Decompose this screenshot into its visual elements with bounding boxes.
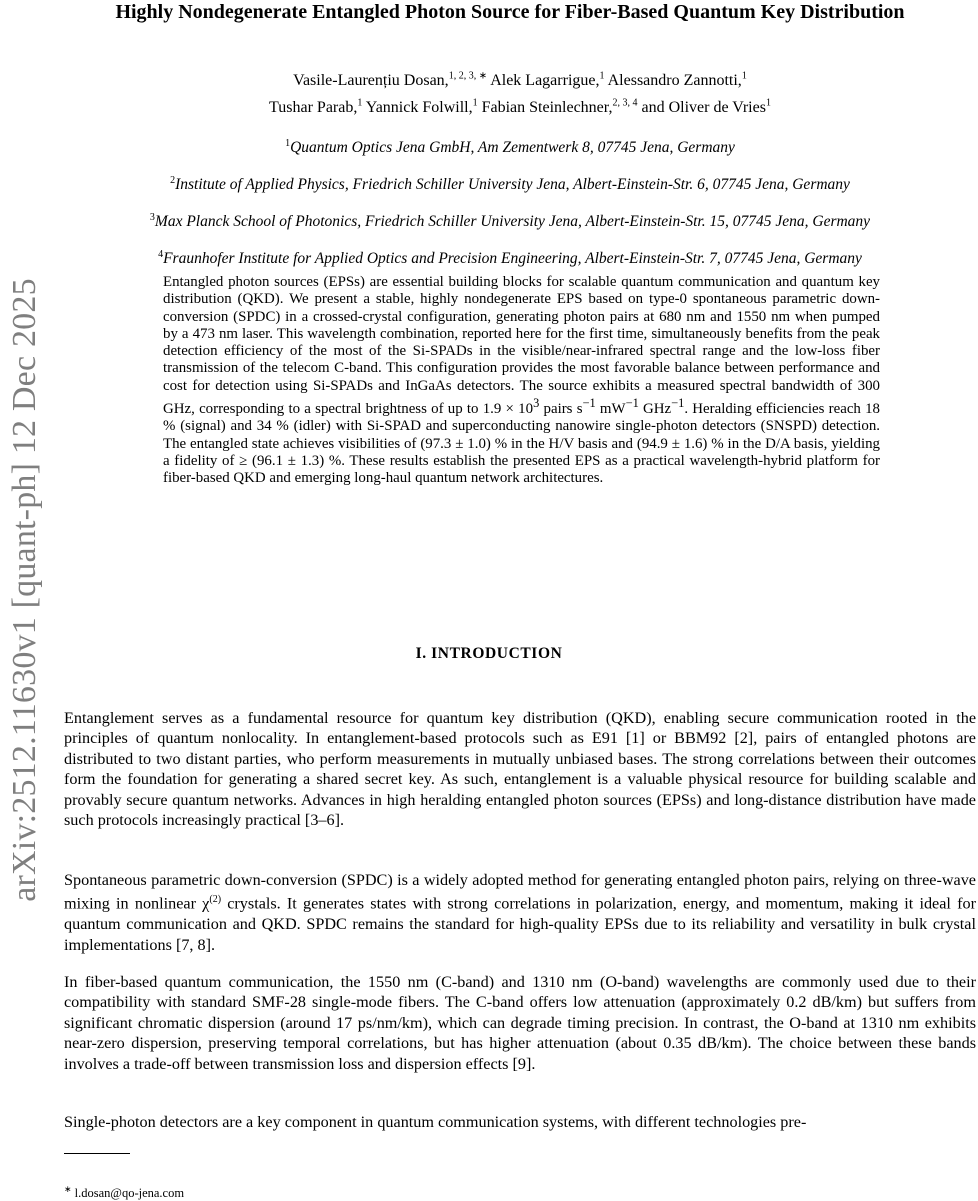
paper-title: Highly Nondegenerate Entangled Photon Source for Fiber-Based Quantum Key Distribution [115, 1, 905, 23]
author-line-1 [160, 66, 880, 92]
author: Vasile-Laurențiu Dosan,$^{1, 2, 3, ∗}$ [293, 71, 488, 90]
affiliation-1: $^1$Quantum Optics Jena GmbH, Am Zementwerk 8, 07745 Jena, Germany [285, 138, 735, 157]
section-heading-introduction: I. INTRODUCTION [415, 645, 563, 662]
intro-paragraph-2: Spontaneous parametric down-conversion (SPDC) is a widely adopted method for generating entangled photon pairs, relying on three-wave mixing in nonlinear $\chi^{(2)}$ crystals. It generates states with strong correlations in polarization, energy, and momentum, making it ideal for quantum communication and QKD. SPDC remains the standard for high-quality EPSs due to its reliability and versatility in bulk crystal implementations [7, 8]. [64, 871, 976, 954]
author: Alessandro Zannotti,$^1$ [607, 71, 747, 90]
intro-paragraph-3: In fiber-based quantum communication, the 1550 nm (C-band) and 1310 nm (O-band) wavelengths are commonly used due to their compatibility with standard SMF-28 single-mode fibers. The C-band offers low attenuation (approximately 0.2 dB/km) but suffers from significant chromatic dispersion (around 17 ps/nm/km), which can degrade timing precision. In contrast, the O-band at 1310 nm exhibits near-zero dispersion, preserving temporal correlations, but has higher attenuation (about 0.35 dB/km). The choice between these bands involves a trade-off between transmission loss and dispersion effects [9]. [64, 973, 976, 1073]
intro-paragraph-4: Single-photon detectors are a key component in quantum communication systems, with different technologies pre- [64, 1113, 807, 1131]
arxiv-id: arXiv:2512.11630v1 [quant-ph] 12 Dec 2025 [6, 278, 43, 902]
footnote-email: ∗ l.dosan@qo-jena.com [64, 1184, 185, 1201]
author: Yannick Folwill,$^1$ [365, 97, 478, 116]
author: and Oliver de Vries$^1$ [641, 97, 771, 116]
footnote-divider [64, 1153, 130, 1154]
affiliation-3: $^3$Max Planck School of Photonics, Friedrich Schiller University Jena, Albert-Einstein-Str. 15, 07745 Jena, Germany [149, 212, 871, 231]
author: Alek Lagarrigue,$^1$ [490, 71, 605, 90]
author: Tushar Parab,$^1$ [269, 97, 363, 116]
arxiv-sidebar-stamp [0, 0, 50, 1200]
affiliation-4: $^4$Fraunhofer Institute for Applied Optics and Precision Engineering, Albert-Einstein-Str. 7, 07745 Jena, Germany [158, 249, 862, 268]
affiliation-2: $^2$Institute of Applied Physics, Friedrich Schiller University Jena, Albert-Einstein-Str. 6, 07745 Jena, Germany [170, 175, 850, 194]
author-line-2 [160, 92, 880, 118]
abstract: Entangled photon sources (EPSs) are essential building blocks for scalable quantum communication and quantum key distribution (QKD). We present a stable, highly nondegenerate EPS based on type-0 spontaneous parametric down-conversion (SPDC) in a crossed-crystal configuration, generating photon pairs at 680 nm and 1550 nm when pumped by a 473 nm laser. This wavelength combination, reported here for the first time, simultaneously benefits from the peak detection efficiency of the most of the Si-SPADs in the visible/near-infrared spectral range and the low-loss fiber transmission of the telecom C-band. This configuration provides the most favorable balance between performance and cost for detection using Si-SPADs and InGaAs detectors. The source exhibits a measured spectral bandwidth of 300 GHz, corresponding to a spectral brightness of up to $1.9 \times 10^3$ pairs $s^{-1}$ $mW^{-1}$ GHz$^{-1}$. Heralding efficiencies reach 18 % (signal) and 34 % (idler) with Si-SPAD and superconducting nanowire single-photon detectors (SNSPD) detection. The entangled state achieves visibilities of (97.3 ± 1.0) % in the H/V basis and (94.9 ± 1.6) % in the D/A basis, yielding a fidelity of ≥ (96.1 ± 1.3) %. These results establish the presented EPS as a practical wavelength-hybrid platform for fiber-based QKD and emerging long-haul quantum network architectures. [163, 274, 881, 487]
author-list [160, 66, 880, 119]
intro-paragraph-1: Entanglement serves as a fundamental resource for quantum key distribution (QKD), enabling secure communication rooted in the principles of quantum nonlocality. In entanglement-based protocols such as E91 [1] or BBM92 [2], pairs of entangled photons are distributed to two distant parties, who perform measurements in mutually unbiased bases. The strong correlations between their outcomes form the foundation for generating a shared secret key. As such, entanglement is a valuable physical resource for building scalable and provably secure quantum networks. Advances in high heralding entangled photon sources (EPSs) and long-distance distribution have made such protocols increasingly practical [3–6]. [64, 709, 976, 830]
author: Fabian Steinlechner,$^{2, 3, 4}$ [481, 97, 638, 116]
